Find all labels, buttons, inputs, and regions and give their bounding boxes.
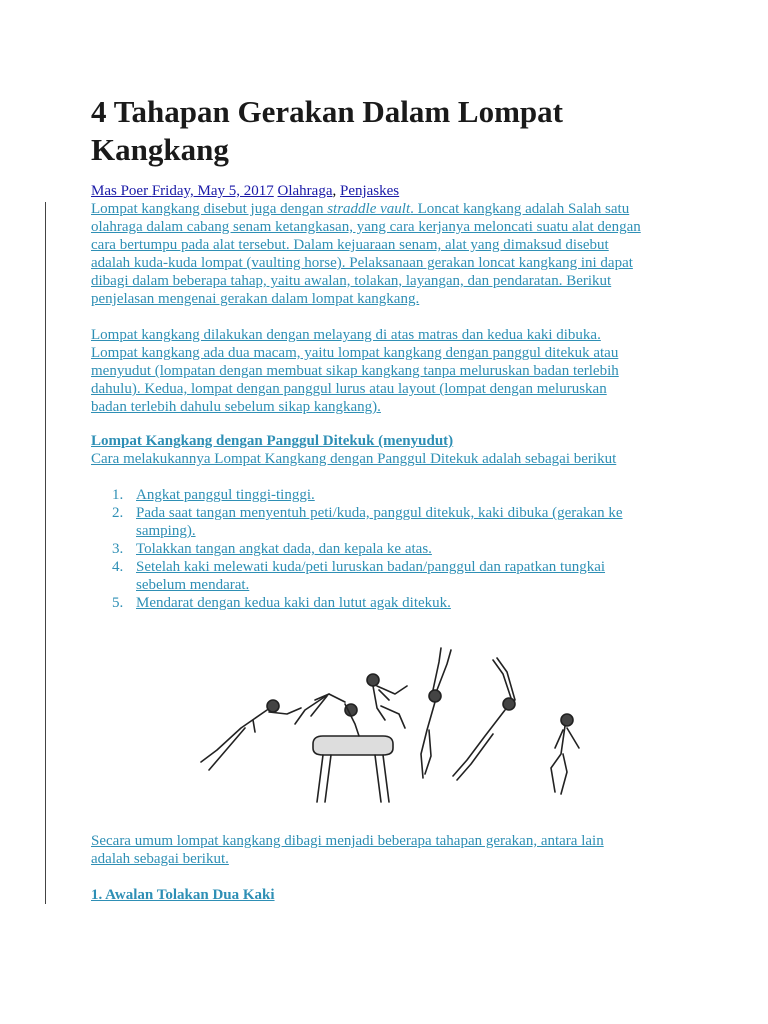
gymnast-figure-6 <box>551 714 579 794</box>
left-margin-line <box>45 202 46 904</box>
category-link-olahraga[interactable]: Olahraga <box>277 183 333 199</box>
post-date: Friday, May 5, 2017 <box>151 183 274 199</box>
gymnast-figure-2 <box>295 694 359 736</box>
author-date-link[interactable] <box>91 183 274 199</box>
byline <box>91 182 399 200</box>
intro-text-1: Lompat kangkang disebut juga dengan <box>91 201 328 217</box>
category-link-penjaskes[interactable]: Penjaskes <box>339 183 400 199</box>
intro-italic-term: straddle vault <box>327 201 411 217</box>
intro-paragraph[interactable] <box>91 200 646 308</box>
vaulting-horse-icon <box>313 736 393 802</box>
gymnast-figure-5 <box>453 658 515 780</box>
summary-paragraph[interactable]: Secara umum lompat kangkang dibagi menjadi beberapa tahapan gerakan, antara lain adalah sebagai berikut. <box>91 833 604 867</box>
gymnast-figure-1 <box>201 700 301 770</box>
section-heading-awalan[interactable]: 1. Awalan Tolakan Dua Kaki <box>91 887 275 903</box>
list-item[interactable]: 1. Angkat panggul tinggi-tinggi. <box>112 487 315 503</box>
gymnast-figure-3 <box>367 674 407 728</box>
list-item[interactable]: 3. Tolakkan tangan angkat dada, dan kepala ke atas. <box>112 541 432 557</box>
list-item[interactable]: 5. Mendarat dengan kedua kaki dan lutut agak ditekuk. <box>112 595 451 611</box>
gymnast-figure-4 <box>421 648 451 778</box>
section-intro[interactable]: Cara melakukannya Lompat Kangkang dengan Panggul Ditekuk adalah sebagai berikut <box>91 451 617 467</box>
list-item[interactable]: 4. Setelah kaki melewati kuda/peti luruskan badan/panggul dan rapatkan tungkai sebelum mendarat. <box>112 559 606 593</box>
types-paragraph[interactable]: Lompat kangkang dilakukan dengan melayang di atas matras dan kedua kaki dibuka. Lompat kangkang ada dua macam, yaitu lompat kangkang dengan panggul ditekuk atau menyudut (lompatan dengan membuat sikap kangkang tanpa meluruskan badan terlebih dahulu). Kedua, lompat dengan panggul lurus atau layout (lompat dengan meluruskan badan terlebih dahulu sebelum sikap kangkang). <box>91 327 619 415</box>
intro-text-2: . Loncat kangkang adalah Salah satu olahraga dalam cabang senam ketangkasan, yang cara kerjanya meloncati suatu alat dengan cara bertumpu pada alat tersebut. Dalam kejuaraan senam, alat yang dimaksud disebut adalah kuda-kuda lompat (vaulting horse). Pelaksanaan gerakan loncat kangkang ini dapat dibagi dalam beberapa tahap, yaitu awalan, tolakan, layangan, dan pendaratan. Berikut penjelasan mengenai gerakan dalam lompat kangkang. <box>91 201 641 307</box>
steps-list <box>91 486 651 612</box>
straddle-vault-illustration <box>195 644 595 810</box>
list-item[interactable]: 2. Pada saat tangan menyentuh peti/kuda, panggul ditekuk, kaki dibuka (gerakan ke samping). <box>112 505 623 539</box>
article-title: 4 Tahapan Gerakan Dalam Lompat Kangkang <box>91 94 563 167</box>
section-heading-panggul-ditekuk[interactable]: Lompat Kangkang dengan Panggul Ditekuk (menyudut) <box>91 433 454 449</box>
author-name: Mas Poer <box>91 183 149 199</box>
category-separator: , <box>332 183 337 199</box>
